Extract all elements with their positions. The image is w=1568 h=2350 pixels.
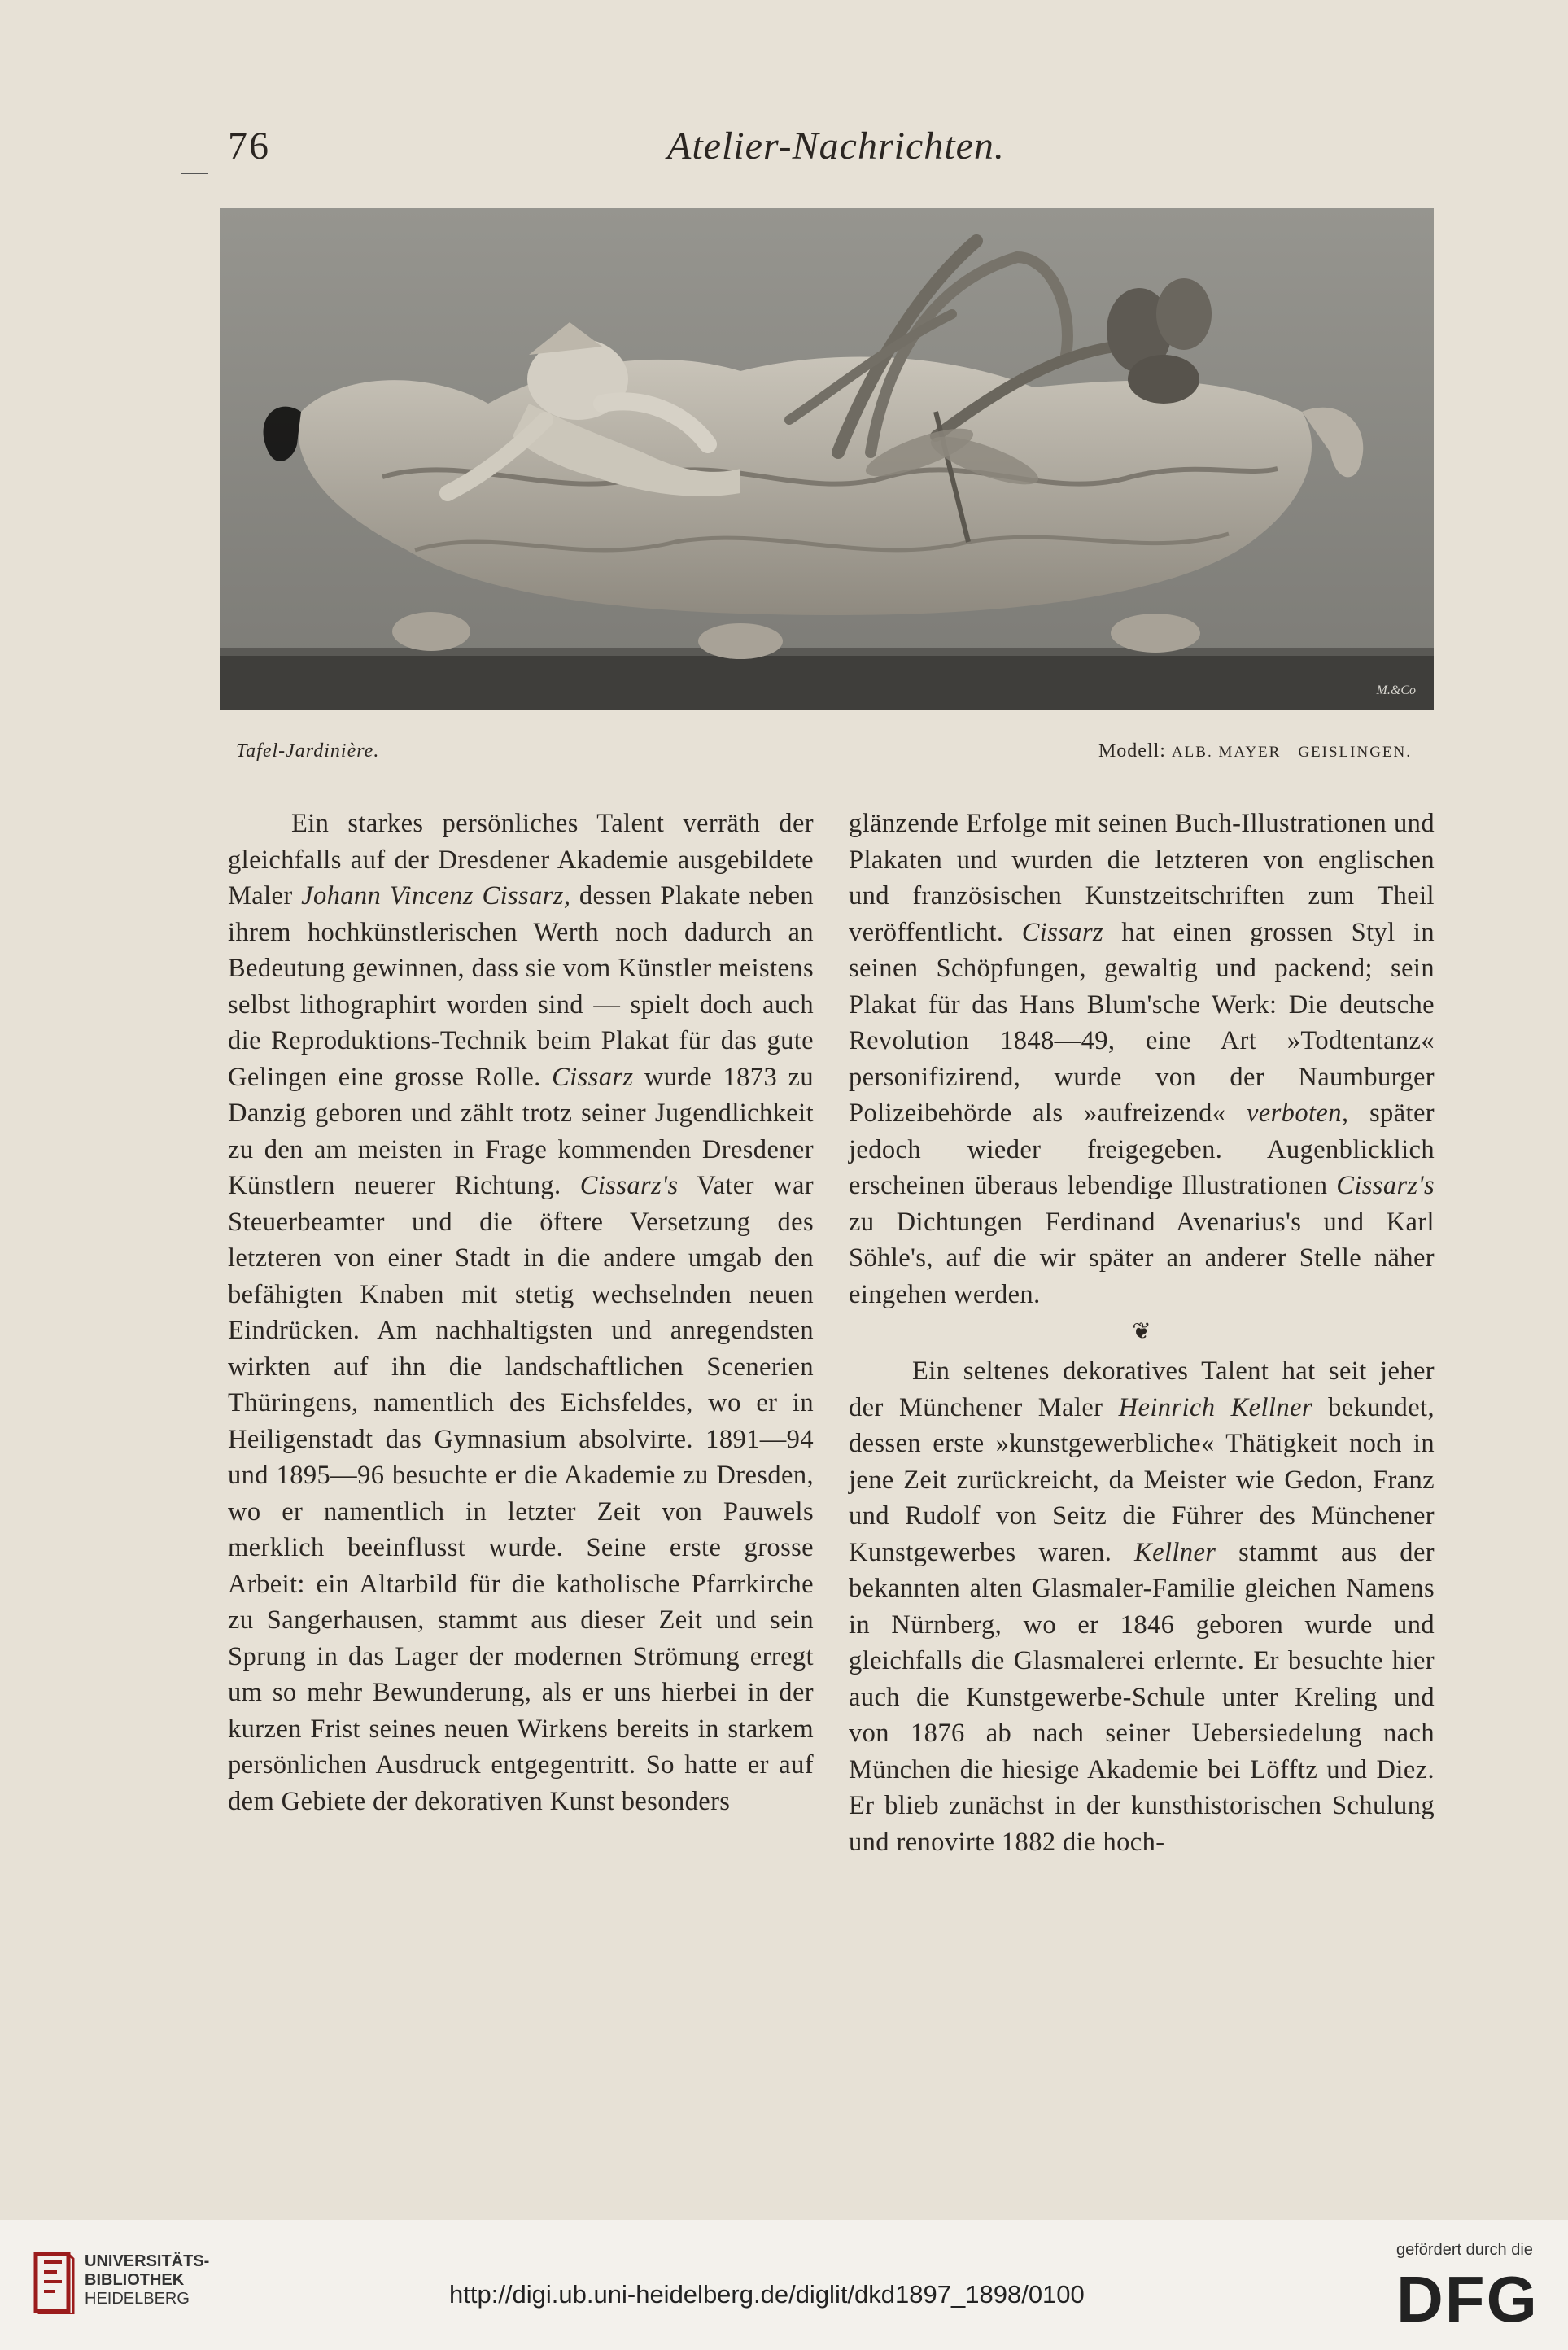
- text-run: Ein seltenes dekoratives Talent hat seit jeher der Münchener Maler: [849, 1356, 1435, 1422]
- paragraph-cissarz-continued: [849, 806, 1435, 1313]
- text-column-left: [228, 806, 814, 1819]
- paragraph-cissarz: [228, 806, 814, 1819]
- funder-label: gefördert durch die: [1396, 2241, 1533, 2259]
- library-name-line: HEIDELBERG: [85, 2290, 190, 2308]
- text-run: Vater war Steuerbeamter und die öftere Versetzung des letzteren von einer Stadt in die andere umgab den befähigten Knaben mit stetig wechselnden neuen Eindrücken. Am nachhaltigsten und anregendsten wirkten auf ihn die landschaftlichen Scenerien Thüringens, namentlich des Eichsfeldes, wo er in Heiligenstadt das Gymnasium absolvirte. 1891—94 und 1895—96 besuchte er die Akademie zu Dresden, wo er namentlich in letzter Zeit von Pauwels merklich beeinflusst wurde. Seine erste grosse Arbeit: ein Altarbild für die katholische Pfarrkirche zu Sangerhausen, stammt aus dieser Zeit und sein Sprung in das Lager der modernen Strömung erregt um so mehr Bewunderung, als er uns hierbei in der kurzen Frist seines neuen Wirkens bereits in starkem persönlichen Ausdruck entgegentritt. So hatte er auf dem Gebiete der dekorativen Kunst besonders: [228, 1171, 814, 1816]
- artist-name: Cissarz's: [579, 1171, 679, 1200]
- library-logo-icon: [33, 2251, 75, 2314]
- caption-credit-name: ALB. MAYER—GEISLINGEN.: [1171, 744, 1412, 761]
- source-url-link[interactable]: http://digi.ub.uni-heidelberg.de/diglit/dkd1897_1898/0100: [449, 2280, 1085, 2309]
- text-run: wurde 1873 zu Danzig geboren und zählt trotz seiner Jugendlichkeit zu den am meisten in Frage kommenden Dresdener Künstlern neuerer Richtung.: [228, 1062, 814, 1200]
- digitization-footer: [0, 2220, 1568, 2350]
- paragraph-kellner: [849, 1353, 1435, 1860]
- dfg-logo: DFG: [1396, 2263, 1539, 2335]
- running-title: Atelier-Nachrichten.: [667, 124, 1005, 168]
- text-run: bekundet, dessen erste »kunstgewerbliche« Thätigkeit noch in jene Zeit zurückreicht, da Meister wie Gedon, Franz und Rudolf von Seitz die Führer des Münchener Kunstgewerbes waren.: [849, 1392, 1435, 1567]
- page-number: 76: [228, 124, 270, 168]
- text-run: stammt aus der bekannten alten Glasmaler-Familie gleichen Namens in Nürnberg, wo er 1846 geboren wurde und gleichfalls die Glasmalerei erlernte. Er besuchte hier auch die Kunstgewerbe-Schule unter Kreling und von 1876 ab nach seiner Uebersiedelung nach München die hiesige Akademie bei Löfftz und Diez. Er blieb zunächst in der kunsthistorischen Schulung und renovirte 1882 die hoch-: [849, 1537, 1435, 1857]
- section-ornament: ❦: [1132, 1319, 1151, 1344]
- text-run: später jedoch wieder freigegeben. Augenblicklich erscheinen überaus lebendige Illustrationen: [849, 1099, 1435, 1200]
- jardiniere-photograph: [220, 208, 1434, 710]
- text-run: zu Dichtungen Ferdinand Avenarius's und Karl Söhle's, auf die wir später an anderer Stelle näher eingehen werden.: [849, 1207, 1435, 1309]
- jardiniere-illustration: [220, 208, 1434, 710]
- library-name: [85, 2252, 209, 2309]
- text-run: glänzende Erfolge mit seinen Buch-Illustrationen und Plakaten und wurden die letzteren von englischen und französischen Kunstzeitschriften zum Theil veröffentlicht.: [849, 809, 1435, 947]
- figure-caption-credit: [1042, 740, 1412, 762]
- artist-name: Cissarz: [1021, 917, 1104, 947]
- text-run: Ein starkes persönliches Talent verräth der gleichfalls auf der Dresdener Akademie ausgebildete Maler: [228, 809, 814, 911]
- emphasis: verboten,: [1246, 1099, 1349, 1128]
- artist-name: Cissarz: [552, 1062, 634, 1092]
- artist-name: Johann Vincenz Cissarz,: [301, 881, 571, 911]
- library-name-line: BIBLIOTHEK: [85, 2271, 185, 2289]
- artist-name: Cissarz's: [1336, 1171, 1435, 1200]
- plate-mark: M.&Co: [1376, 684, 1416, 697]
- artist-name: Heinrich Kellner: [1118, 1392, 1312, 1422]
- text-run: hat einen grossen Styl in seinen Schöpfungen, gewaltig und packend; sein Plakat für das Hans Blum'sche Werk: Die deutsche Revolution 1848—49, eine Art »Todtentanz« personifizirend, wurde von der Naumburger Polizeibehörde als »aufreizend«: [849, 917, 1435, 1128]
- figure-caption-title: Tafel-Jardinière.: [236, 740, 380, 762]
- text-column-right: [849, 806, 1435, 1860]
- text-run: dessen Plakate neben ihrem hochkünstlerischen Werth noch dadurch an Bedeutung gewinnen, dass sie vom Künstler meistens selbst lithographirt worden sind — spielt doch auch die Reproduktions-Technik beim Plakat für das gute Gelingen eine grosse Rolle.: [228, 881, 814, 1092]
- caption-credit-prefix: Modell:: [1098, 740, 1166, 762]
- library-name-line: UNIVERSITÄTS-: [85, 2252, 210, 2270]
- margin-mark: [181, 173, 208, 174]
- artist-name: Kellner: [1134, 1537, 1216, 1567]
